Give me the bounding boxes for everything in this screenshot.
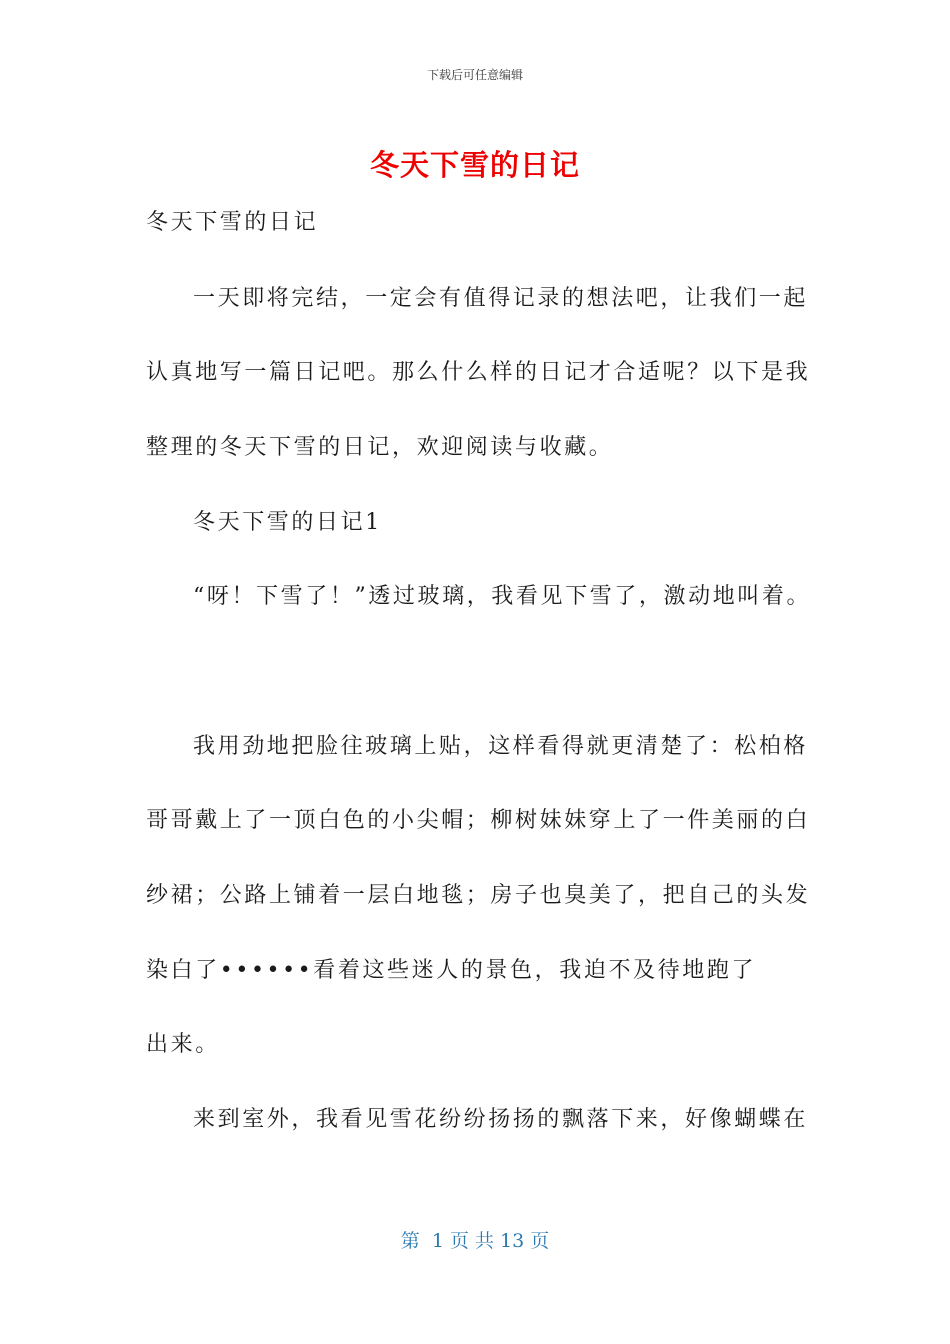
body-line: 一天即将完结，一定会有值得记录的想法吧，让我们一起 — [193, 286, 809, 311]
body-line: 我用劲地把脸往玻璃上贴，这样看得就更清楚了：松柏格 — [193, 734, 809, 759]
body-line: 冬天下雪的日记 — [146, 210, 319, 235]
page-number: 第 1 页 共 13 页 — [400, 1230, 550, 1252]
body-line: 来到室外，我看见雪花纷纷扬扬的飘落下来，好像蝴蝶在 — [193, 1107, 809, 1132]
body-line: 染白了••••••看着这些迷人的景色，我迫不及待地跑了 — [146, 958, 757, 983]
body-line: “呀！下雪了！”透过玻璃，我看见下雪了，激动地叫着。 — [193, 584, 812, 609]
header-note: 下载后可任意编辑 — [426, 68, 523, 82]
body-line: 纱裙；公路上铺着一层白地毯；房子也臭美了，把自己的头发 — [146, 883, 811, 908]
body-line: 整理的冬天下雪的日记，欢迎阅读与收藏。 — [146, 435, 614, 460]
document-title: 冬天下雪的日记 — [369, 148, 580, 182]
body-line: 出来。 — [146, 1032, 220, 1057]
body-line: 哥哥戴上了一顶白色的小尖帽；柳树妹妹穿上了一件美丽的白 — [146, 808, 811, 833]
body-line: 冬天下雪的日记1 — [193, 510, 382, 535]
body-line: 认真地写一篇日记吧。那么什么样的日记才合适呢？以下是我 — [146, 360, 811, 385]
